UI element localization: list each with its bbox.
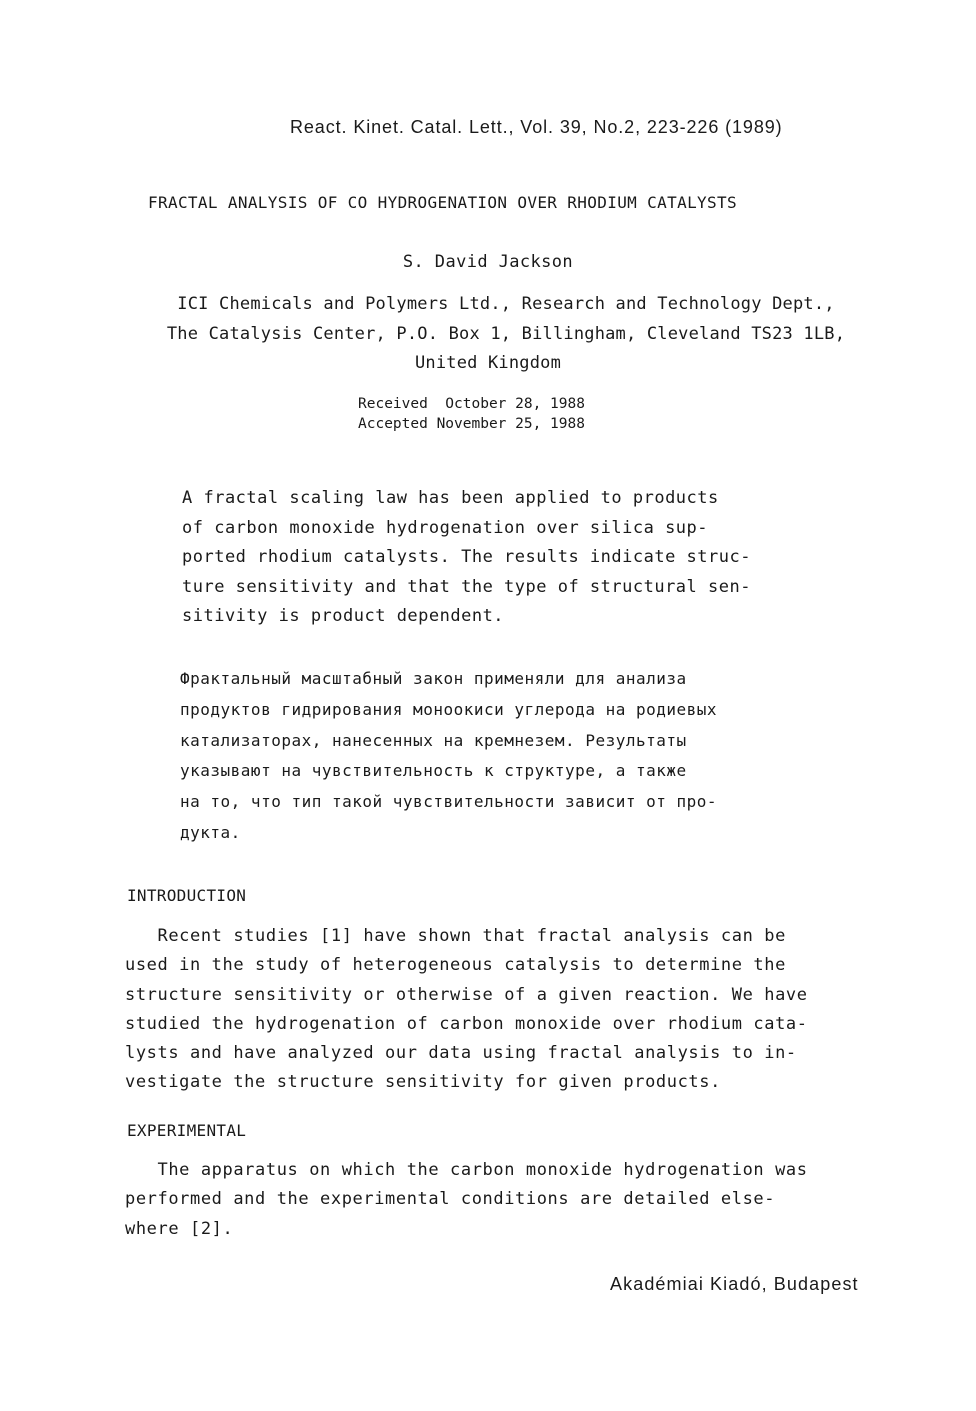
abstract-line: дукта. [180,822,241,842]
body-line: where [2]. [125,1218,234,1239]
accepted-date: Accepted November 25, 1988 [358,416,585,432]
affiliation-line: ICI Chemicals and Polymers Ltd., Research and Technology Dept., [177,294,835,314]
abstract-line: sitivity is product dependent. [182,606,505,627]
received-date: Received October 28, 1988 [358,396,585,412]
abstract-line: ture sensitivity and that the type of structural sen- [182,576,751,597]
publisher-imprint: Akadémiai Kiadó, Budapest [610,1274,859,1294]
abstract-line: A fractal scaling law has been applied to products [182,488,719,508]
abstract-line: указывают на чувствительность к структуре, а также [180,761,687,781]
submission-dates [358,394,585,434]
abstract-line: of carbon monoxide hydrogenation over silica sup- [182,517,709,538]
affiliation-line: The Catalysis Center, P.O. Box 1, Billingham, Cleveland TS23 1LB, [166,323,846,344]
abstract-english [182,484,751,632]
body-line: The apparatus on which the carbon monoxide hydrogenation was [125,1160,808,1180]
journal-citation: React. Kinet. Catal. Lett., Vol. 39, No.2, 223-226 (1989) [290,117,783,137]
abstract-russian [180,664,717,849]
paper-title: FRACTAL ANALYSIS OF CO HYDROGENATION OVER RHODIUM CATALYSTS [148,193,737,212]
experimental-heading: EXPERIMENTAL [127,1121,247,1140]
abstract-line: продуктов гидрирования моноокиси углерода на родиевых [180,699,718,719]
affiliation-line: United Kingdom [414,353,562,373]
body-line: structure sensitivity or otherwise of a given reaction. We have [125,984,808,1005]
abstract-line: Фрактальный масштабный закон применяли для анализа [180,669,687,688]
author-name: S. David Jackson [402,252,574,272]
experimental-body [125,1156,808,1244]
affiliation [0,290,976,379]
body-line: studied the hydrogenation of carbon monoxide over rhodium cata- [125,1013,808,1034]
body-line: vestigate the structure sensitivity for given products. [125,1072,721,1093]
body-line: lysts and have analyzed our data using fractal analysis to in- [125,1043,797,1064]
body-line: performed and the experimental conditions are detailed else- [125,1189,776,1210]
body-line: used in the study of heterogeneous catalysis to determine the [125,955,786,976]
abstract-line: катализаторах, нанесенных на кремнезем. Результаты [180,730,687,750]
introduction-body [125,922,808,1098]
body-line: Recent studies [1] have shown that fractal analysis can be [125,926,786,946]
abstract-line: на то, что тип такой чувствительности зависит от про- [180,792,718,812]
introduction-heading: INTRODUCTION [127,886,247,905]
abstract-line: ported rhodium catalysts. The results indicate struc- [182,547,751,568]
